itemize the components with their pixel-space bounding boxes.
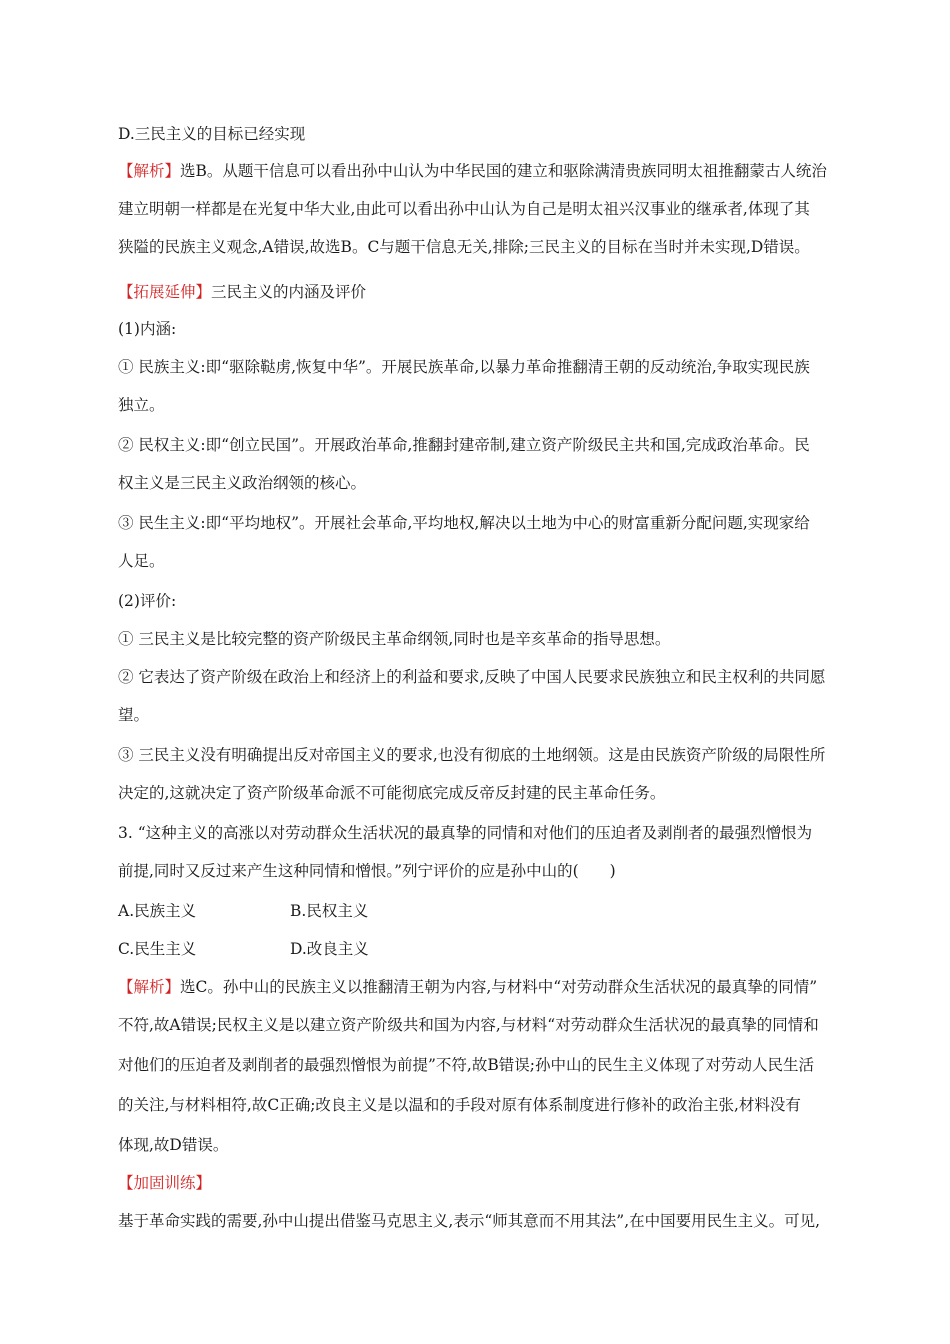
option-c: C.民生主义 bbox=[118, 940, 197, 958]
analysis-3-line-5: 体现,故D错误。 bbox=[118, 1136, 229, 1154]
question-3-line-2: 前提,同时又反过来产生这种同情和憎恨。”列宁评价的应是孙中山的( ) bbox=[118, 862, 616, 880]
evaluation-2-line-2: 望。 bbox=[118, 706, 150, 724]
evaluation-1: ① 三民主义是比较完整的资产阶级民主革命纲领,同时也是辛亥革命的指导思想。 bbox=[118, 630, 671, 648]
livelihood-line-1: ③ 民生主义:即“平均地权”。开展社会革命,平均地权,解决以土地为中心的财富重新分配问题,实现家给 bbox=[118, 514, 810, 532]
livelihood-line-2: 人足。 bbox=[118, 552, 165, 570]
option-b: B.民权主义 bbox=[290, 902, 369, 920]
analysis-text: 选B。从题干信息可以看出孙中山认为中华民国的建立和驱除满清贵族同明太祖推翻蒙古人统治 bbox=[180, 162, 827, 180]
extension-title: 三民主义的内涵及评价 bbox=[211, 283, 367, 301]
evaluation-3-line-2: 决定的,这就决定了资产阶级革命派不可能彻底完成反帝反封建的民主革命任务。 bbox=[118, 784, 666, 802]
analysis-tag: 【解析】 bbox=[118, 978, 181, 996]
section-connotation: (1)内涵: bbox=[118, 320, 177, 338]
analysis-tag: 【解析】 bbox=[118, 162, 181, 180]
analysis-text: 选C。孙中山的民族主义以推翻清王朝为内容,与材料中“对劳动群众生活状况的最真挚的同情” bbox=[180, 978, 818, 996]
option-d: D.改良主义 bbox=[290, 940, 369, 958]
option-a: A.民族主义 bbox=[118, 902, 197, 920]
section-evaluation: (2)评价: bbox=[118, 592, 177, 610]
analysis-1-line-2: 建立明朝一样都是在光复中华大业,由此可以看出孙中山认为自己是明太祖兴汉事业的继承者,体现了其 bbox=[118, 200, 810, 218]
extension-heading bbox=[118, 281, 863, 303]
reinforce-line-1: 基于革命实践的需要,孙中山提出借鉴马克思主义,表示“师其意而不用其法”,在中国要用民生主义。可见, bbox=[118, 1212, 821, 1230]
question-3-line-1: 3. “这种主义的高涨以对劳动群众生活状况的最真挚的同情和对他们的压迫者及剥削者的最强烈憎恨为 bbox=[118, 824, 813, 842]
evaluation-2-line-1: ② 它表达了资产阶级在政治上和经济上的利益和要求,反映了中国人民要求民族独立和民主权利的共同愿 bbox=[118, 668, 826, 686]
analysis-3-line-1 bbox=[118, 976, 863, 998]
analysis-3-line-4: 的关注,与材料相符,故C正确;改良主义是以温和的手段对原有体系制度进行修补的政治主张,材料没有 bbox=[118, 1096, 801, 1114]
analysis-1-line-3: 狭隘的民族主义观念,A错误,故选B。C与题干信息无关,排除;三民主义的目标在当时并未实现,D错误。 bbox=[118, 238, 810, 256]
analysis-3-line-3: 对他们的压迫者及剥削者的最强烈憎恨为前提”不符,故B错误;孙中山的民生主义体现了对劳动人民生活 bbox=[118, 1056, 814, 1074]
extension-tag: 【拓展延伸】 bbox=[118, 283, 212, 301]
democracy-line-2: 权主义是三民主义政治纲领的核心。 bbox=[118, 474, 367, 492]
reinforce-heading bbox=[118, 1172, 863, 1194]
analysis-3-line-2: 不符,故A错误;民权主义是以建立资产阶级共和国为内容,与材料“对劳动群众生活状况的最真挚的同情和 bbox=[118, 1016, 819, 1034]
option-d-previous: D.三民主义的目标已经实现 bbox=[118, 125, 306, 143]
reinforce-tag: 【加固训练】 bbox=[118, 1174, 212, 1192]
nationalism-line-2: 独立。 bbox=[118, 396, 165, 414]
evaluation-3-line-1: ③ 三民主义没有明确提出反对帝国主义的要求,也没有彻底的土地纲领。这是由民族资产阶级的局限性所 bbox=[118, 746, 826, 764]
analysis-1-line-1 bbox=[118, 160, 863, 182]
nationalism-line-1: ① 民族主义:即“驱除鞑虏,恢复中华”。开展民族革命,以暴力革命推翻清王朝的反动统治,争取实现民族 bbox=[118, 358, 810, 376]
democracy-line-1: ② 民权主义:即“创立民国”。开展政治革命,推翻封建帝制,建立资产阶级民主共和国,完成政治革命。民 bbox=[118, 436, 810, 454]
